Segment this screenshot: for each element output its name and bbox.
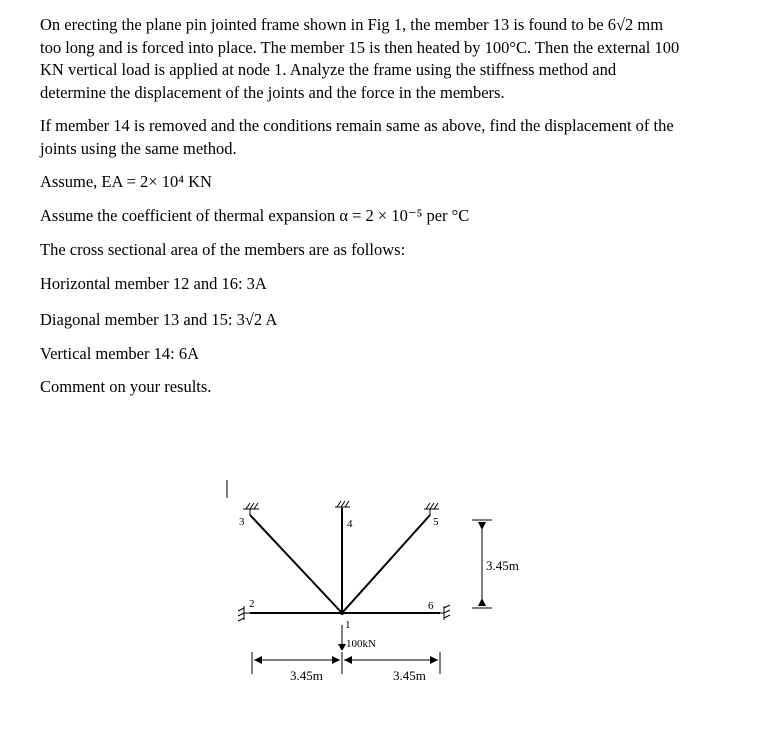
- node-1-label: 1: [345, 619, 351, 631]
- comment-line: Comment on your results.: [40, 377, 212, 396]
- support-5-icon: [424, 503, 439, 515]
- node-6-label: 6: [428, 600, 434, 612]
- node-4-label: 4: [347, 518, 353, 530]
- support-4-icon: [335, 501, 350, 512]
- para2-line-1: If member 14 is removed and the conditions remain same as above, find the displacement of the: [40, 116, 674, 135]
- area-intro-line: The cross sectional area of the members are as follows:: [40, 240, 406, 259]
- left-span-label: 3.45m: [290, 668, 323, 683]
- node-5-label: 5: [433, 516, 439, 528]
- ea-line: Assume, EA = 2× 10⁴ KN: [40, 172, 212, 191]
- para1-line-4: determine the displacement of the joints and the force in the members.: [40, 82, 505, 102]
- load-arrowhead-icon: [338, 644, 346, 651]
- load-label: 100kN: [346, 638, 376, 650]
- member-13: [250, 515, 342, 613]
- right-span-label: 3.45m: [393, 668, 426, 683]
- para1-line-3: KN vertical load is applied at node 1. Analyze the frame using the stiffness method and: [40, 60, 617, 79]
- node-2-label: 2: [249, 598, 255, 610]
- node-3-label: 3: [239, 516, 245, 528]
- diagonal-members-line: Diagonal member 13 and 15: 3√2 A: [40, 310, 278, 329]
- node-1-joint: [340, 611, 344, 615]
- para1-line-2: too long and is forced into place. The member 15 is then heated by 100°C. Then the external 100: [40, 37, 680, 57]
- height-label: 3.45m: [486, 558, 519, 573]
- alpha-line: Assume the coefficient of thermal expansion α = 2 × 10⁻⁵ per °C: [40, 206, 470, 225]
- vertical-member-line: Vertical member 14: 6A: [40, 344, 199, 363]
- support-6-icon: [440, 605, 450, 620]
- para1-line-1: On erecting the plane pin jointed frame shown in Fig 1, the member 13 is found to be 6√2 mm: [40, 15, 664, 34]
- horizontal-members-line: Horizontal member 12 and 16: 3A: [40, 274, 267, 293]
- support-3-icon: [243, 503, 259, 515]
- para2-line-2: joints using the same method.: [40, 138, 237, 158]
- member-15: [342, 515, 430, 613]
